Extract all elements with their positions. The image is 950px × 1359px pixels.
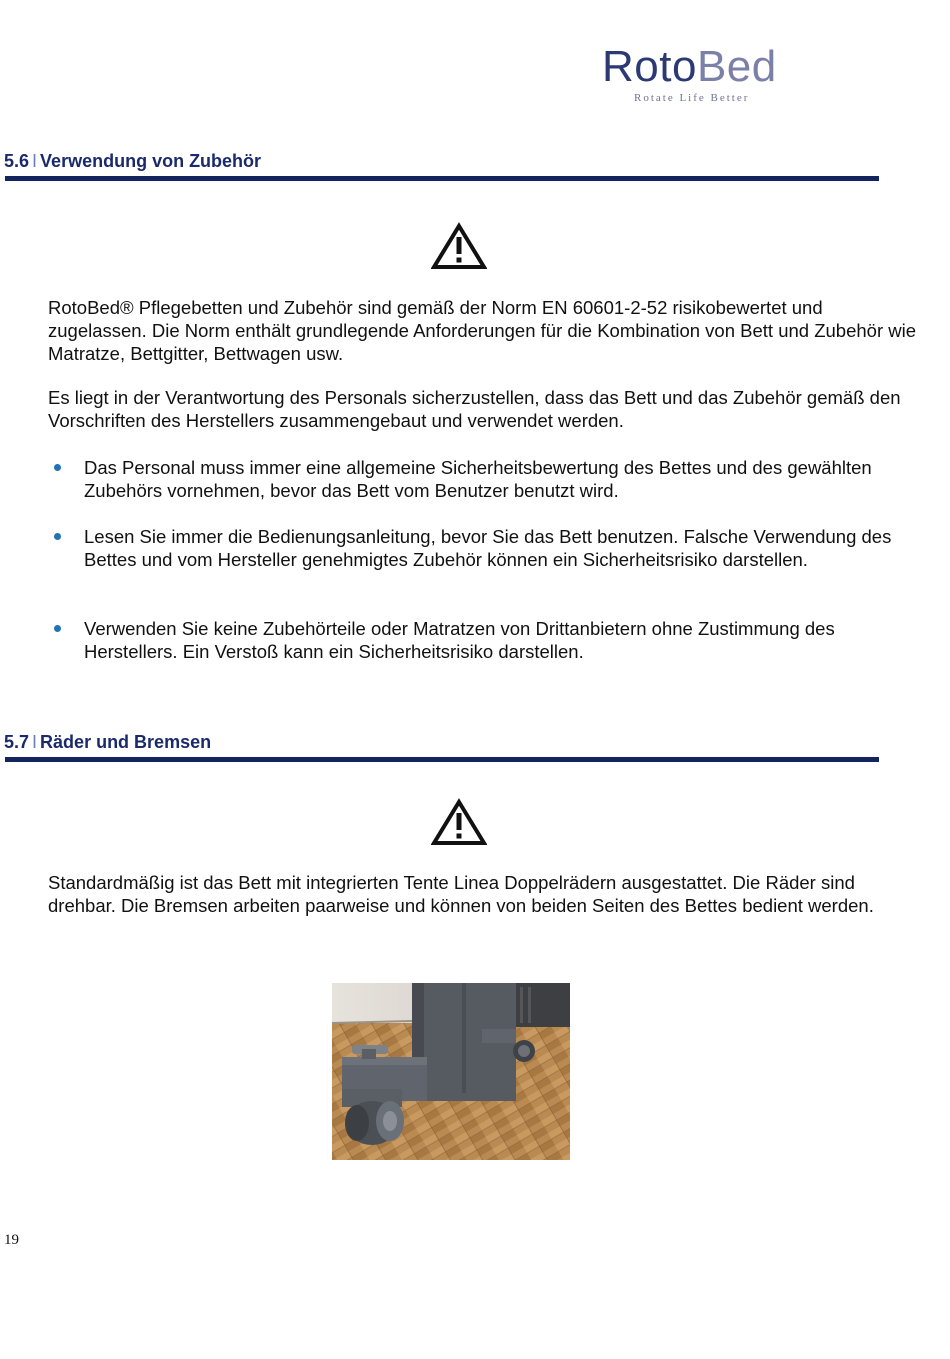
- warning-triangle-icon: [431, 798, 487, 846]
- section-5-6-paragraph-2: Es liegt in der Verantwortung des Personals sicherzustellen, dass das Bett und das Zubehör gemäß den Vorschriften des Herstellers zusammengebaut und verwendet werden.: [48, 387, 901, 431]
- section-5-6-paragraph-1: RotoBed® Pflegebetten und Zubehör sind gemäß der Norm EN 60601-2-52 risikobewertet und zugelassen. Die Norm enthält grundlegende Anforderungen für die Kombination von Bett und Zubehör wie Matratze, Bettgitter, Bettwagen usw.: [48, 297, 917, 364]
- page-number: 19: [4, 1232, 19, 1248]
- section-5-7-separator: I: [32, 732, 38, 752]
- section-5-6-number: 5.6: [4, 151, 30, 171]
- section-5-7-heading: [4, 731, 211, 753]
- bullet-icon: [54, 464, 61, 471]
- section-5-6-rule: [5, 176, 879, 181]
- logo-roto: Roto: [602, 42, 697, 91]
- section-5-7-rule: [5, 757, 879, 762]
- section-5-6-heading: [4, 150, 261, 172]
- section-5-7-title: Räder und Bremsen: [40, 732, 212, 752]
- logo-bed: Bed: [696, 42, 777, 91]
- list-item-text: Das Personal muss immer eine allgemeine Sicherheitsbewertung des Bettes und des gewählten Zubehörs vornehmen, bevor das Bett vom Benutzer benutzt wird.: [84, 457, 872, 501]
- logo-tagline: Rotate Life Better: [634, 92, 750, 104]
- warning-triangle-icon: [431, 222, 487, 270]
- list-item-text: Lesen Sie immer die Bedienungsanleitung, bevor Sie das Bett benutzen. Falsche Verwendung des Bettes und vom Hersteller genehmigtes Zubehör können ein Sicherheitsrisiko darstellen.: [84, 526, 892, 570]
- logo-wordmark: [602, 42, 777, 92]
- bullet-icon: [54, 625, 61, 632]
- rotobed-logo: [600, 42, 800, 108]
- section-5-7-number: 5.7: [4, 732, 30, 752]
- list-item-text: Verwenden Sie keine Zubehörteile oder Matratzen von Drittanbietern ohne Zustimmung des Herstellers. Ein Verstoß kann ein Sicherheitsrisiko darstellen.: [84, 618, 835, 662]
- bed-wheels-photo: [332, 983, 570, 1160]
- section-5-6-title: Verwendung von Zubehör: [40, 151, 262, 171]
- bullet-icon: [54, 533, 61, 540]
- section-5-6-separator: I: [32, 151, 38, 171]
- section-5-7-paragraph-1: Standardmäßig ist das Bett mit integrierten Tente Linea Doppelrädern ausgestattet. Die Räder sind drehbar. Die Bremsen arbeiten paarweise und können von beiden Seiten des Bettes bedient werden.: [48, 872, 874, 916]
